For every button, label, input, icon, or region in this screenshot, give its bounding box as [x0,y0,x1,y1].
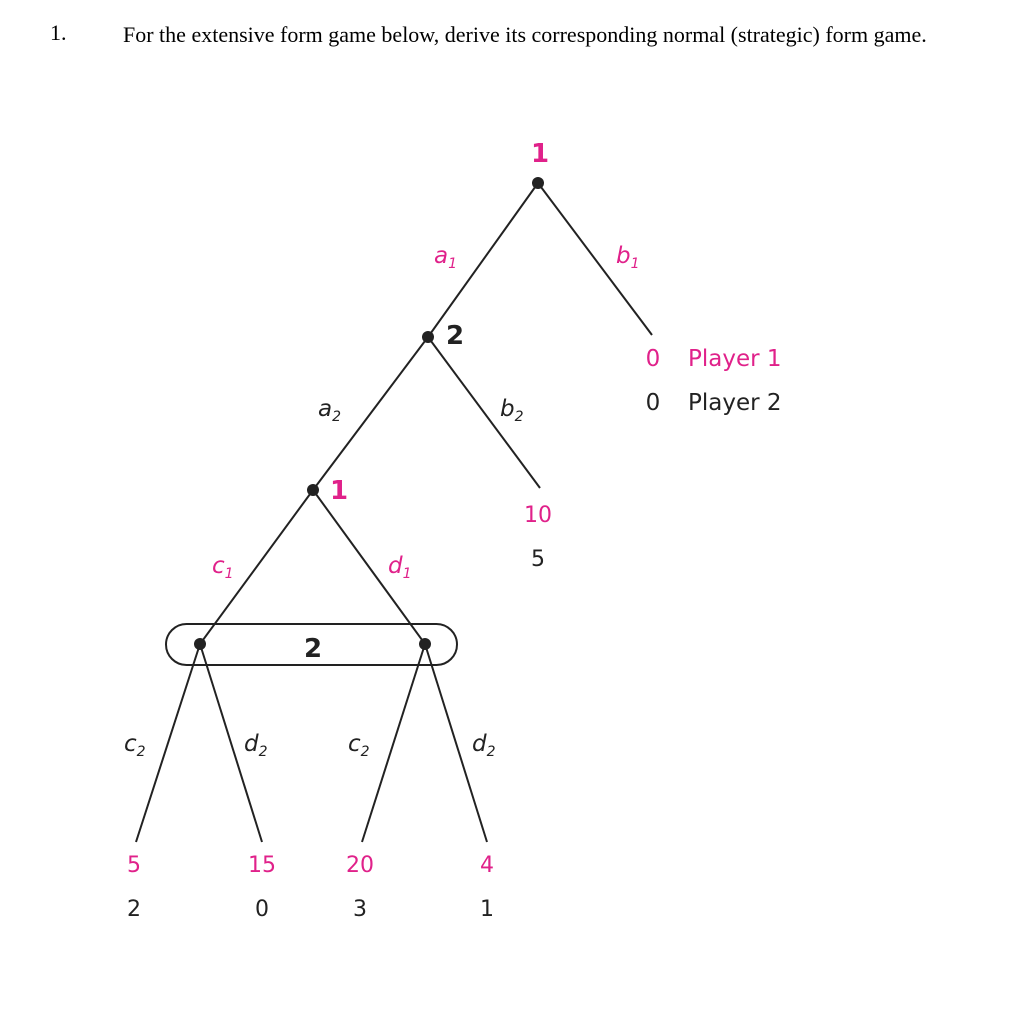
node-player2 [422,331,434,343]
node-infoset-left [194,638,206,650]
action-b2: $b_2$ [500,396,524,425]
legend-p2-value: 0 [645,390,661,416]
payoff-d1d2-p1: 4 [480,853,494,878]
player-label-infoset: 2 [303,634,323,664]
edge-c2-left [136,644,200,842]
payoff-b2-p2: 5 [531,547,545,572]
payoff-c1c2-p1: 5 [127,853,141,878]
action-d2-left: $d_2$ [244,731,268,760]
edge-c2-right [362,644,425,842]
payoff-d1d2-p2: 1 [480,897,494,922]
action-a2: $a_2$ [318,396,342,425]
question-text: For the extensive form game below, derive its corresponding normal (strategic) form game. [123,22,927,47]
player-label-node1: 1 [329,476,349,506]
payoff-d1c2-p2: 3 [353,897,367,922]
node-root [532,177,544,189]
action-c2-right: $c_2$ [348,731,370,760]
question-number: 1. [50,20,67,45]
payoff-c1d2-p2: 0 [255,897,269,922]
payoff-b2-p1: 10 [524,503,552,528]
node-infoset-right [419,638,431,650]
tree-edges [136,183,652,842]
player-label-node2: 2 [445,321,465,351]
action-d2-right: $d_2$ [472,731,496,760]
payoff-c1d2-p1: 15 [248,853,276,878]
legend-p2-label: Player 2 [688,390,782,416]
legend-p1-label: Player 1 [688,346,782,372]
action-d1: $d_1$ [388,553,412,582]
action-b1: $b_1$ [616,243,640,272]
action-c1: $c_1$ [212,553,234,582]
player-label-root: 1 [530,139,550,169]
payoff-c1c2-p2: 2 [127,897,141,922]
action-a1: $a_1$ [434,243,458,272]
action-c2-left: $c_2$ [124,731,146,760]
node-player1-second [307,484,319,496]
payoff-d1c2-p1: 20 [346,853,374,878]
legend-p1-value: 0 [645,346,661,372]
